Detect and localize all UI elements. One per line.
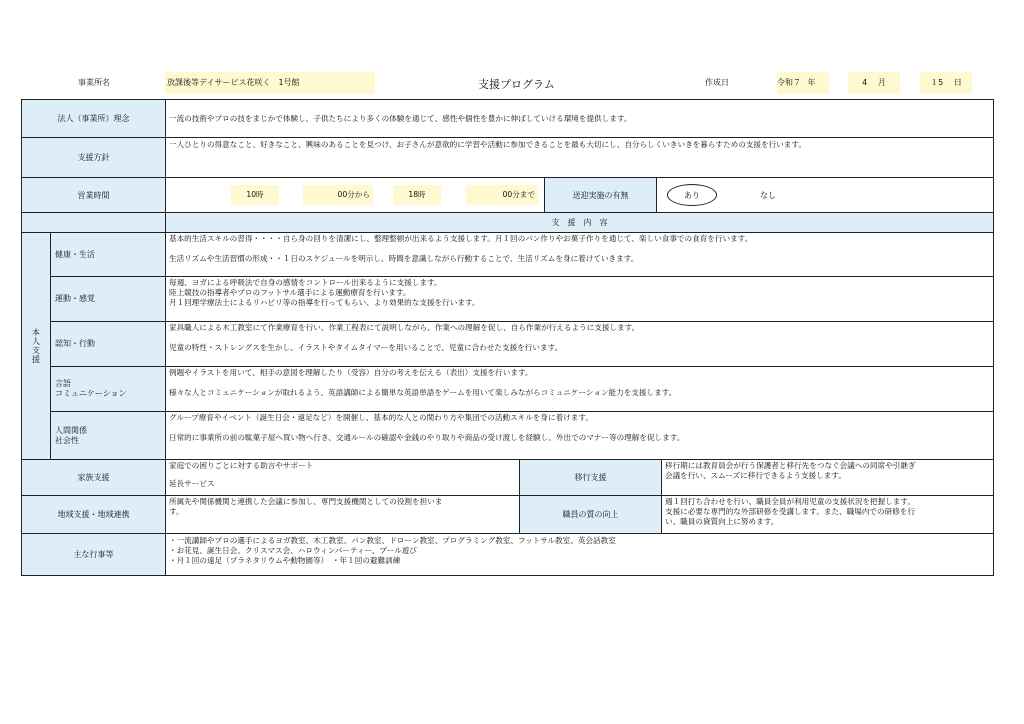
family-line-1: 家庭での困りごとに対する助言やサポート [169, 461, 314, 470]
minute-unit-to: 分まで [512, 190, 535, 199]
hours-cell [166, 178, 544, 213]
day-value: １5 [930, 78, 944, 87]
support-header-spacer [22, 213, 166, 233]
philosophy-label: 法人（事業所）理念 [22, 100, 166, 138]
cognition-behavior-line-2: 児童の特性・ストレングスを生かし、イラストやタイムタイマーを用いることで、児童に合わせた支援を行います。 [169, 343, 563, 352]
motor-sensory-line-3: 月１回理学療法士によるリハビリ等の指導を行ってもらい、より効果的な支援を行います。 [169, 298, 480, 307]
staff-line-3: い、職員の資質向上に努めます。 [665, 517, 779, 526]
month-unit: 月 [877, 78, 886, 87]
created-month[interactable] [848, 72, 900, 94]
events-label: 主な行事等 [22, 534, 166, 576]
family-support-label: 家族支援 [22, 460, 166, 496]
support-program-table [21, 99, 994, 576]
year-unit: 年 [807, 78, 816, 87]
staff-quality-label: 職員の質の向上 [520, 496, 662, 534]
motor-sensory-line-1: 毎週、ヨガによる呼吸法で自身の感情をコントロール出来るように支援します。 [169, 278, 442, 287]
language-label-line-1: 言語 [55, 379, 71, 388]
end-minute-value: 00 [502, 190, 513, 199]
month-value: 4 [862, 78, 868, 87]
cognition-behavior-text[interactable] [166, 322, 994, 367]
language-line-2: 様々な人とコミュニケーションが取れるよう、英語講師による簡単な英語単語をゲームを用いて楽しみながらコミュニケーション能力を支援します。 [169, 388, 677, 397]
personal-support-text: 本人支援 [31, 328, 41, 364]
health-life-line-1: 基本的生活スキルの習得・・・・自ら身の回りを清潔にし、整理整頓が出来るよう支援します。月１回のパン作りやお菓子作りを通じて、楽しい食事での食育を行います。 [169, 234, 753, 243]
personal-support-label [22, 233, 51, 460]
start-minute[interactable] [303, 185, 373, 205]
language-line-1: 例題やイラストを用いて、相手の意図を理解したり（受容）自分の考えを伝える（表出）支援を行います。 [169, 368, 533, 377]
community-support-text[interactable] [166, 496, 520, 534]
staff-quality-text[interactable] [662, 496, 994, 534]
start-hour[interactable] [231, 185, 279, 205]
transition-line-2: 会議を行い、スムーズに移行できるよう支援します。 [665, 471, 846, 480]
transition-line-1: 移行期には教育員会が行う保護者と移行先をつなぐ会議への同席や引継ぎ [665, 461, 916, 470]
community-support-label: 地域支援・地域連携 [22, 496, 166, 534]
social-relations-text[interactable] [166, 412, 994, 460]
transport-label: 送迎実施の有無 [544, 178, 657, 213]
motor-sensory-text[interactable] [166, 277, 994, 322]
start-minute-value: 00 [337, 190, 348, 199]
motor-sensory-label: 運動・感覚 [51, 277, 166, 322]
start-hour-value: 10 [246, 190, 257, 199]
family-line-2: 延長サービス [169, 479, 215, 488]
health-life-line-2: 生活リズムや生活習慣の形成・・１日のスケジュールを明示し、時間を意識しながら行動することで、生活リズムを身に着けていきます。 [169, 254, 639, 263]
social-relations-label [51, 412, 166, 460]
support-content-header: 支 援 内 容 [166, 213, 994, 233]
events-text[interactable] [166, 534, 994, 576]
era-value: 令和７ [777, 78, 801, 87]
staff-line-1: 週１回打ち合わせを行い、職員全員が利用児童の支援状況を把握します。 [665, 497, 915, 506]
office-name[interactable]: 放課後等デイサービス花咲く 1号館 [165, 72, 375, 94]
transport-options [657, 178, 994, 213]
transport-no-option[interactable]: なし [760, 191, 776, 200]
office-label: 事業所名 [78, 78, 110, 87]
end-minute[interactable] [466, 185, 538, 205]
staff-line-2: 支援に必要な専門的な外部研修を受講します。また、職場内での研修を行 [665, 507, 915, 516]
community-line-2: す。 [169, 507, 184, 516]
transition-support-text[interactable] [662, 460, 994, 496]
health-life-label: 健康・生活 [51, 233, 166, 277]
community-line-1: 所属先や関係機関と連携した会議に参加し、専門支援機関としての役割を担いま [169, 497, 443, 506]
cognition-behavior-line-1: 家具職人による木工教室にて作業療育を行い、作業工程表にて説明しながら、作業への理解を促し、自ら作業が行えるように支援します。 [169, 323, 640, 332]
events-line-2: ・お花見、誕生日会、クリスマス会、ハロウィンパーティー、プール遊び [169, 546, 418, 555]
language-communication-text[interactable] [166, 367, 994, 412]
end-hour-value: 18 [408, 190, 419, 199]
social-line-1: グループ療育やイベント（誕生日会・遠足など）を開催し、基本的な人との関わり方や集団での活動スキルを身に着けます。 [169, 413, 593, 422]
page-title: 支援プログラム [478, 78, 555, 91]
end-hour[interactable] [393, 185, 441, 205]
language-label-line-2: コミュニケーション [55, 389, 127, 398]
language-communication-label [51, 367, 166, 412]
hour-unit: 時 [256, 190, 264, 199]
motor-sensory-line-2: 陸上競技の指導者やプロのフットサル選手による運動療育を行います。 [169, 288, 411, 297]
health-life-text[interactable] [166, 233, 994, 277]
hours-label: 営業時間 [22, 178, 166, 213]
day-unit: 日 [953, 78, 962, 87]
social-label-line-1: 人間関係 [55, 425, 87, 435]
transport-yes-option[interactable] [667, 184, 717, 206]
transport-yes-label: あり [684, 190, 700, 200]
events-line-3: ・月１回の遠足（プラネタリウムや動物園等） ・年１回の避難訓練 [169, 556, 401, 565]
created-date-label: 作成日 [705, 78, 729, 87]
minute-unit-from: 分から [347, 190, 370, 199]
philosophy-text[interactable]: 一流の技術やプロの技をまじかで体験し、子供たちにより多くの体験を通じて、感性や個性を豊かに伸ばしていける環境を提供します。 [166, 100, 994, 138]
policy-text[interactable]: 一人ひとりの得意なこと、好きなこと、興味のあることを見つけ、お子さんが意欲的に学習や活動に参加できることを最も大切にし、自分らしくいきいきを暮らすための支援を行います。 [166, 138, 994, 178]
family-support-text[interactable] [166, 460, 520, 496]
transition-support-label: 移行支援 [520, 460, 662, 496]
events-line-1: ・一流講師やプロの選手によるヨガ教室、木工教室、パン教室、ドローン教室、プログラミング教室、フットサル教室、英会話教室 [169, 536, 616, 545]
created-day[interactable] [920, 72, 972, 94]
cognition-behavior-label: 認知・行動 [51, 322, 166, 367]
social-line-2: 日常的に事業所の前の駄菓子屋へ買い物へ行き、交通ルールの確認や金銭のやり取りや商品の受け渡しを経験し、外出でのマナー等の理解を促します。 [169, 433, 685, 442]
created-year[interactable] [777, 72, 829, 94]
policy-label: 支援方針 [22, 138, 166, 178]
social-label-line-2: 社会性 [55, 435, 79, 445]
hour-unit-2: 時 [418, 190, 426, 199]
